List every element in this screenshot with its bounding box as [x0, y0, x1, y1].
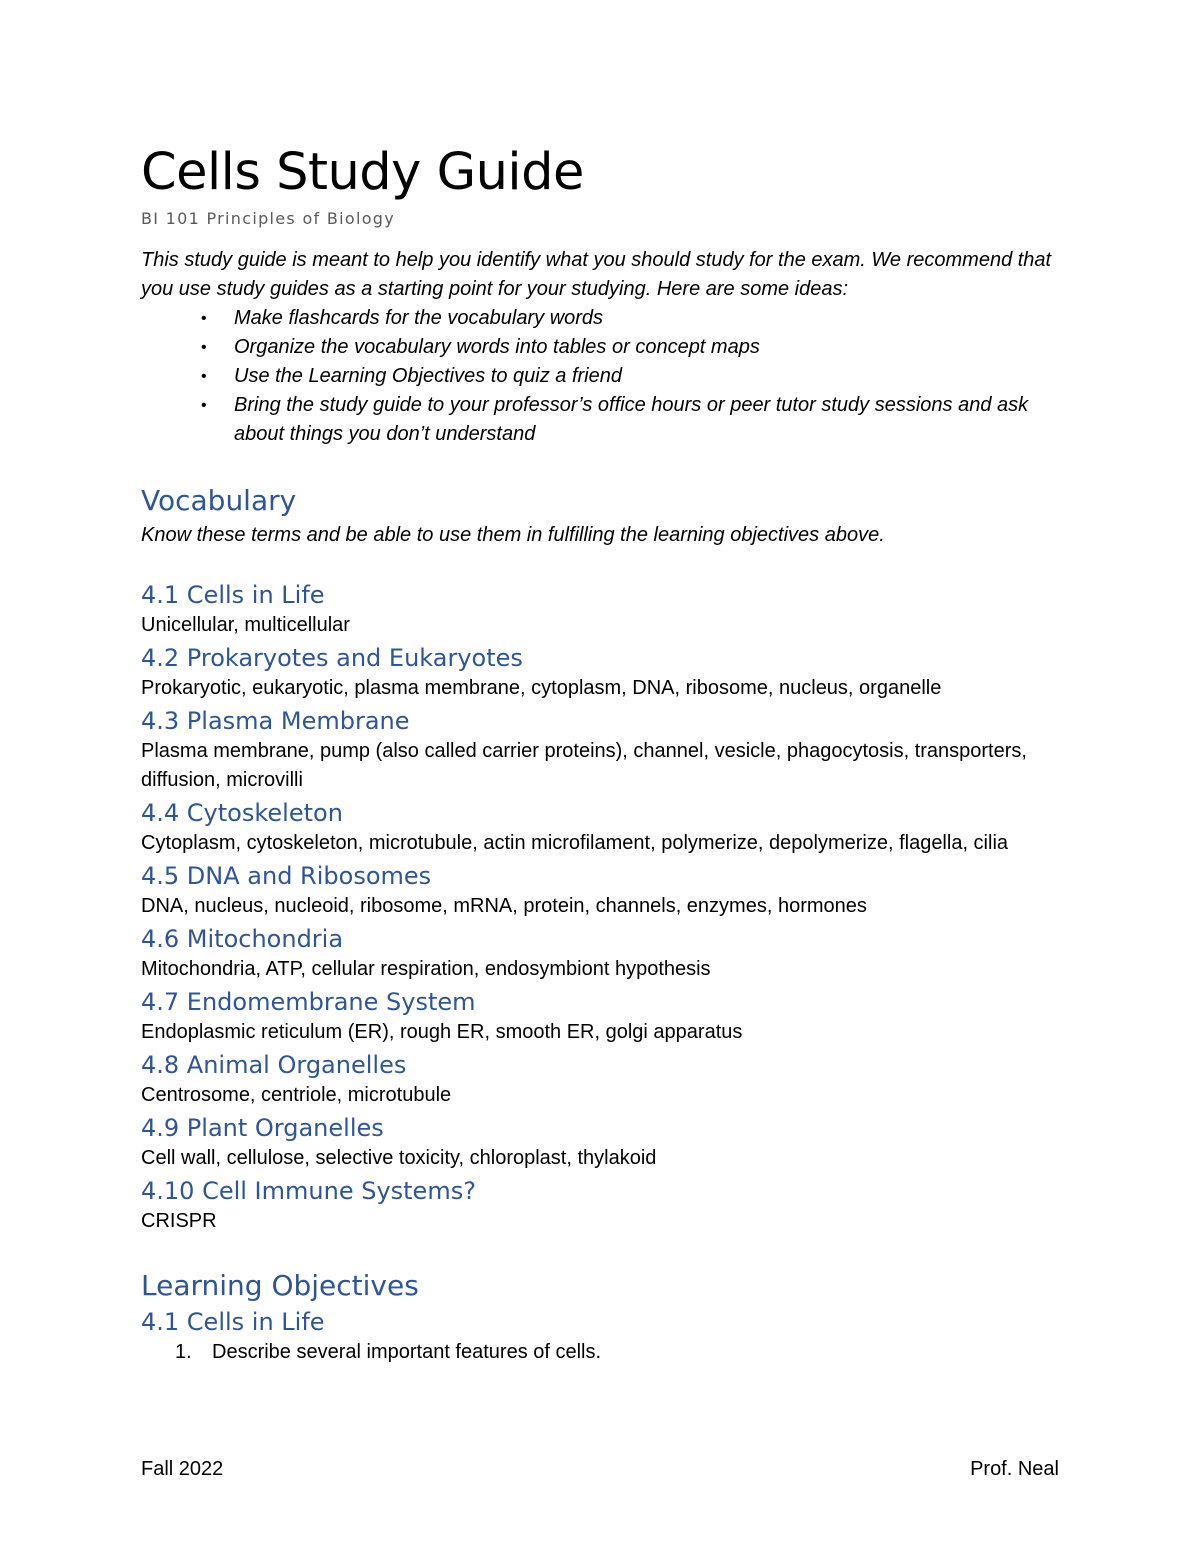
vocabulary-section — [141, 481, 1059, 1236]
vocabulary-heading: Vocabulary — [141, 484, 297, 517]
learning-objectives-heading: Learning Objectives — [141, 1269, 419, 1302]
footer-term: Fall 2022 — [141, 1458, 224, 1480]
intro-paragraph: This study guide is meant to help you identify what you should study for the exam. We recommend that you use study guides as a starting point for your studying. Here are some ideas: — [141, 249, 1052, 300]
vocab-terms: Prokaryotic, eukaryotic, plasma membrane, cytoplasm, DNA, ribosome, nucleus, organelle — [141, 677, 942, 699]
list-item — [141, 333, 1059, 362]
vocab-section-heading: 4.1 Cells in Life — [141, 581, 325, 609]
list-item — [141, 1338, 1059, 1367]
bullet-icon: • — [201, 310, 207, 327]
vocab-terms: Plasma membrane, pump (also called carrier proteins), channel, vesicle, phagocytosis, transporters, diffusion, microvilli — [141, 740, 1027, 791]
vocabulary-note: Know these terms and be able to use them in fulfilling the learning objectives above. — [141, 524, 885, 546]
vocab-terms: DNA, nucleus, nucleoid, ribosome, mRNA, protein, channels, enzymes, hormones — [141, 895, 867, 917]
objective-text: Describe several important features of cells. — [212, 1341, 602, 1363]
objective-number: 1. — [175, 1341, 192, 1363]
document-body — [141, 138, 1059, 1367]
vocab-section-heading: 4.9 Plant Organelles — [141, 1114, 384, 1142]
vocab-section-heading: 4.7 Endomembrane System — [141, 988, 476, 1016]
learning-objectives-section — [141, 1266, 1059, 1367]
vocab-terms: CRISPR — [141, 1210, 217, 1232]
bullet-icon: • — [201, 397, 207, 414]
tip-text: Use the Learning Objectives to quiz a friend — [234, 365, 622, 387]
vocab-section-heading: 4.2 Prokaryotes and Eukaryotes — [141, 644, 523, 672]
tip-text: Bring the study guide to your professor’s office hours or peer tutor study sessions and ask about things you don’t understand — [234, 394, 1029, 445]
list-item — [141, 391, 1059, 449]
list-item — [141, 304, 1059, 333]
page-title: Cells Study Guide — [141, 143, 584, 202]
tip-text: Make flashcards for the vocabulary words — [234, 307, 604, 329]
vocab-terms: Endoplasmic reticulum (ER), rough ER, smooth ER, golgi apparatus — [141, 1021, 743, 1043]
vocab-terms: Unicellular, multicellular — [141, 614, 350, 636]
vocab-section-heading: 4.6 Mitochondria — [141, 925, 344, 953]
footer-instructor: Prof. Neal — [970, 1458, 1059, 1480]
vocab-terms: Centrosome, centriole, microtubule — [141, 1084, 452, 1106]
page-footer — [141, 1455, 1059, 1483]
vocab-terms: Cytoplasm, cytoskeleton, microtubule, actin microfilament, polymerize, depolymerize, flagella, cilia — [141, 832, 1009, 854]
vocab-section-heading: 4.8 Animal Organelles — [141, 1051, 407, 1079]
list-item — [141, 362, 1059, 391]
study-tips-list — [141, 304, 1059, 449]
bullet-icon: • — [201, 368, 207, 385]
objectives-list — [141, 1338, 1059, 1367]
vocab-section-heading: 4.3 Plasma Membrane — [141, 707, 410, 735]
vocab-terms: Mitochondria, ATP, cellular respiration, endosymbiont hypothesis — [141, 958, 711, 980]
vocab-section-heading: 4.10 Cell Immune Systems? — [141, 1177, 476, 1205]
vocab-section-heading: 4.5 DNA and Ribosomes — [141, 862, 432, 890]
course-subtitle: BI 101 Principles of Biology — [141, 209, 396, 228]
vocab-terms: Cell wall, cellulose, selective toxicity, chloroplast, thylakoid — [141, 1147, 657, 1169]
bullet-icon: • — [201, 339, 207, 356]
tip-text: Organize the vocabulary words into tables or concept maps — [234, 336, 760, 358]
vocab-section-heading: 4.4 Cytoskeleton — [141, 799, 343, 827]
objective-section-heading: 4.1 Cells in Life — [141, 1308, 325, 1336]
